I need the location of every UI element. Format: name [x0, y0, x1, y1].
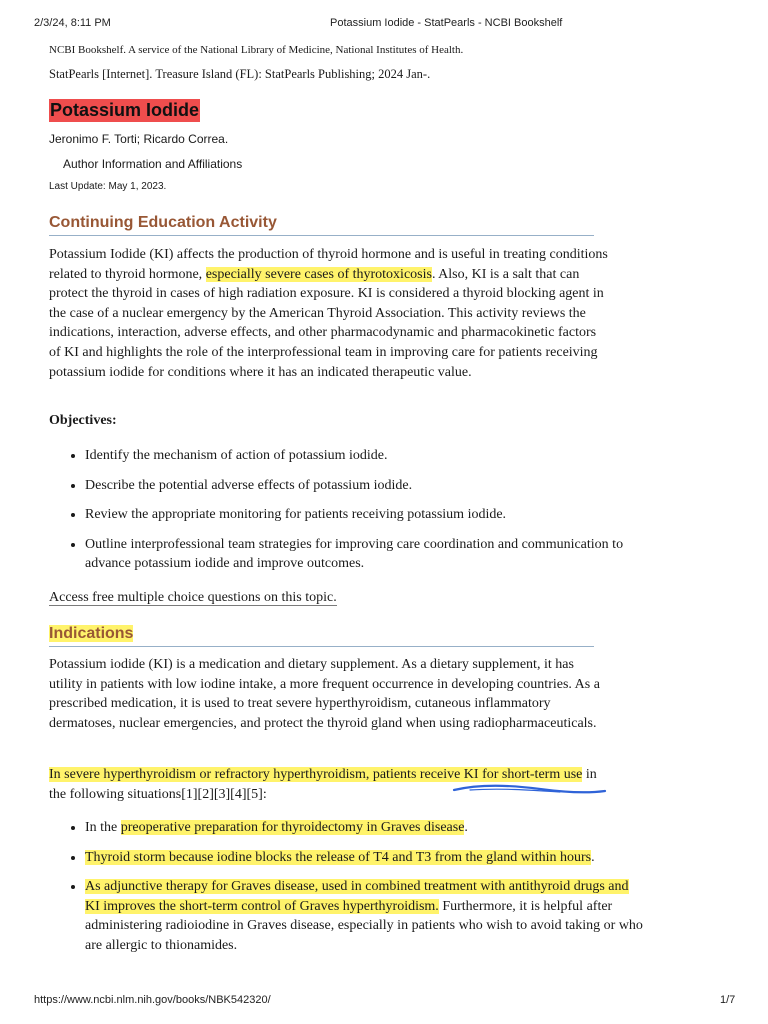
- objectives-list: [49, 446, 645, 574]
- ce-heading: Continuing Education Activity: [49, 214, 594, 236]
- indications-heading-text: Indications: [49, 625, 134, 642]
- author-info-toggle[interactable]: Author Information and Affiliations: [63, 157, 243, 171]
- mcq-link[interactable]: Access free multiple choice questions on this topic.: [49, 590, 337, 605]
- indication-item: [85, 818, 645, 838]
- print-page-title: Potassium Iodide - StatPearls - NCBI Bookshelf: [330, 17, 563, 29]
- indication-item: [85, 877, 645, 955]
- pen-underline-annotation: [450, 782, 610, 798]
- indications-para2-rest: in the following situations[1][2][3][4][5]:: [49, 767, 597, 802]
- objective-item: • Review the appropriate monitoring for patients receiving potassium iodide.: [85, 505, 645, 525]
- indication-highlight: preoperative preparation for thyroidectomy in Graves disease: [120, 820, 465, 835]
- indication-highlight: As adjunctive therapy for Graves disease, used in combined treatment with antithyroid drugs and KI improves the short-term control of Graves hyperthyroidism.: [85, 879, 629, 914]
- objectives-label: Objectives:: [49, 413, 117, 428]
- indication-text: .: [591, 849, 595, 865]
- ce-paragraph: [49, 245, 609, 382]
- citation-line: StatPearls [Internet]. Treasure Island (FL): StatPearls Publishing; 2024 Jan-.: [49, 67, 431, 81]
- ncbi-bookshelf-line: NCBI Bookshelf. A service of the National Library of Medicine, National Institutes of Health.: [49, 44, 464, 56]
- indications-para2-highlight: In severe hyperthyroidism or refractory hyperthyroidism, patients receive KI for short-term use: [49, 767, 583, 782]
- ce-para-b: . Also, KI is a salt that can protect the thyroid in cases of high radiation exposure. KI is considered a thyroid blocking agent in the case of a nuclear emergency by the American Thyroid Association. This activity reviews the indications, interaction, adverse effects, and other pharmacodynamic and pharmacokinetic factors of KI and highlights the role of the interprofessional team in improving care for patients receiving potassium iodide for conditions where it has an indicated therapeutic value.: [49, 266, 604, 380]
- objective-item: • Outline interprofessional team strategies for improving care coordination and communication to advance potassium iodide and improve outcomes.: [85, 535, 645, 574]
- indications-list: [49, 818, 645, 956]
- indication-text: In the: [85, 820, 121, 835]
- page-title: Potassium Iodide: [50, 100, 200, 120]
- indications-heading: [49, 625, 594, 647]
- objective-item: • Describe the potential adverse effects of potassium iodide.: [85, 476, 645, 496]
- indications-paragraph-1: Potassium iodide (KI) is a medication and dietary supplement. As a dietary supplement, it has utility in patients with low iodine intake, a more frequent occurrence in developing countries. As a prescribed medication, it is used to treat severe hyperthyroidism, cutaneous inflammatory dermatoses, nuclear emergencies, and protect the thyroid gland when using radiopharmaceuticals.: [49, 657, 600, 731]
- last-update: Last Update: May 1, 2023.: [49, 181, 167, 192]
- print-datetime: 2/3/24, 8:11 PM: [34, 17, 111, 29]
- objective-item: • Identify the mechanism of action of potassium iodide.: [85, 446, 645, 466]
- mcq-line: [49, 590, 337, 606]
- ce-para-highlight: especially severe cases of thyrotoxicosis: [205, 266, 432, 282]
- indication-text: Furthermore, it is helpful after administering radioiodine in Graves disease, especially in patients who wish to avoid taking or who are allergic to thionamides.: [85, 898, 643, 953]
- indication-text: .: [464, 820, 468, 835]
- print-page-number: 1/7: [720, 994, 736, 1006]
- authors: Jeronimo F. Torti; Ricardo Correa.: [49, 132, 229, 146]
- indication-highlight: Thyroid storm because iodine blocks the release of T4 and T3 from the gland within hours: [85, 849, 592, 865]
- ce-para-a: Potassium Iodide (KI) affects the production of thyroid hormone and is useful in treating conditions related to thyroid hormone,: [49, 247, 608, 282]
- indication-item: [85, 848, 645, 868]
- print-url: https://www.ncbi.nlm.nih.gov/books/NBK542320/: [34, 994, 271, 1006]
